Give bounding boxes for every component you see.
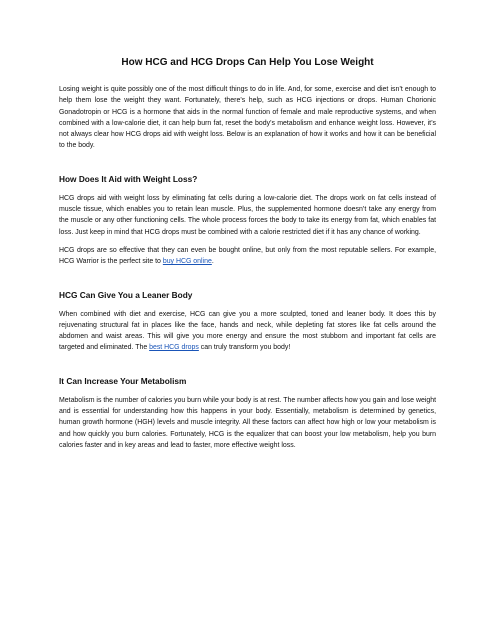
- intro-paragraph: Losing weight is quite possibly one of the most difficult things to do in life. And, for some, exercise and diet isn’t enough to help them lose the weight they want. Fortunately, there’s help, such as HCG injections or drops. Human Chorionic Gonadotropin or HCG is a hormone that aids in the normal function of female and male reproductive systems, and when combined with a low-calorie diet, it can help burn fat, reset the body’s metabolism and enhance weight loss. However, it’s not always clear how HCG drops aid with weight loss. Below is an explanation of how it works and how it can be beneficial to the body.: [59, 86, 436, 150]
- leaner-body-paragraph: [59, 309, 436, 354]
- section-heading-leaner-body: HCG Can Give You a Leaner Body: [59, 289, 193, 300]
- section-gap: [59, 361, 436, 376]
- metabolism-paragraph: Metabolism is the number of calories you burn while your body is at rest. The number affects how you gain and lose weight and is essential for understanding how this happens in your body. Essentially, metabolism is determined by genetics, human growth hormone (HGH) levels and muscle integrity. All these factors can affect how high or low your metabolism is and how quickly you burn calories. Fortunately, HCG is the equalizer that can boost your low metabolism, help you burn calories faster and in key areas and lead to faster, more effective weight loss.: [59, 396, 436, 449]
- best-hcg-drops-link[interactable]: best HCG drops: [149, 344, 199, 352]
- weight-loss-paragraph: HCG drops aid with weight loss by eliminating fat cells during a low-calorie diet. The drops work on fat cells instead of muscle tissue, which enables you to retain lean muscle. Plus, the supplemented hormone doesn’t take any energy from the muscle or any other functioning cells. The whole process forces the body to take its energy from fat, which enables fat loss. Just keep in mind that HCG drops must be combined with a calorie restricted diet if it has any chance of working.: [59, 194, 436, 236]
- buy-online-paragraph: [59, 245, 436, 268]
- section-heading-metabolism: It Can Increase Your Metabolism: [59, 375, 187, 386]
- section-gap: [59, 159, 436, 174]
- buy-online-text-end: .: [211, 258, 214, 266]
- section-heading-weight-loss: How Does It Aid with Weight Loss?: [59, 173, 198, 184]
- leaner-body-text: When combined with diet and exercise, HCG can give you a more sculpted, toned and leaner body. It does this by rejuvenating structural fat in places like the face, hands and neck, while depleting fat stores like fat cells around the abdomen and waist areas. This will give you more energy and ensure the most stubborn and important fat cells are targeted and eliminated. The: [59, 310, 436, 352]
- section-gap: [59, 275, 436, 290]
- buy-hcg-online-link[interactable]: buy HCG online: [162, 258, 212, 266]
- leaner-body-text-end: can truly transform you body!: [198, 344, 291, 352]
- document-title: How HCG and HCG Drops Can Help You Lose Weight: [121, 57, 374, 68]
- buy-online-text: HCG drops are so effective that they can even be bought online, but only from the most reputable sellers. For example, HCG Warrior is the perfect site to: [59, 246, 436, 266]
